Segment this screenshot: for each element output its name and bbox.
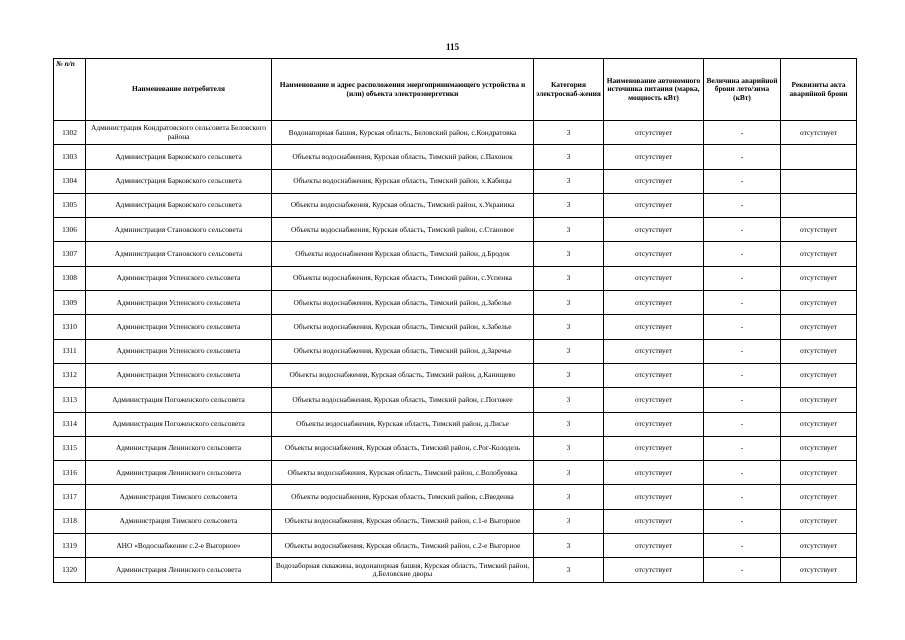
object-address-cell: Водонапорная башня, Курская область, Беловский район, с.Кондратовка (272, 121, 534, 145)
column-header-power-source: Наименование автономного источника питания (марка, мощность кВт) (604, 59, 704, 121)
supply-category-cell: 3 (534, 291, 604, 315)
table-row (54, 436, 857, 460)
row-number-cell: 1318 (54, 509, 86, 533)
act-details-cell: отсутствует (781, 534, 857, 558)
power-source-cell: отсутствует (604, 242, 704, 266)
object-address-cell: Объекты водоснабжения Курская область, Тимский район, д.Бродок (272, 242, 534, 266)
table-row (54, 121, 857, 145)
row-number-cell: 1314 (54, 412, 86, 436)
power-source-cell: отсутствует (604, 509, 704, 533)
act-details-cell (781, 145, 857, 169)
object-address-cell: Объекты водоснабжения, Курская область, Тимский район, д.Заречье (272, 339, 534, 363)
act-details-cell: отсутствует (781, 218, 857, 242)
row-number-cell: 1317 (54, 485, 86, 509)
column-header-category: Категория электроснаб-жения (534, 59, 604, 121)
object-address-cell: Объекты водоснабжения, Курская область, Тимский район, с.Погожее (272, 388, 534, 412)
consumer-name-cell: Администрация Успенского сельсовета (86, 291, 272, 315)
row-number-cell: 1312 (54, 363, 86, 387)
supply-category-cell: 3 (534, 242, 604, 266)
table-row (54, 169, 857, 193)
power-source-cell: отсутствует (604, 169, 704, 193)
act-details-cell: отсутствует (781, 339, 857, 363)
row-number-cell: 1315 (54, 436, 86, 460)
supply-category-cell: 3 (534, 461, 604, 485)
emergency-reserve-cell: - (704, 436, 781, 460)
power-source-cell: отсутствует (604, 388, 704, 412)
table-row (54, 534, 857, 558)
table-body (54, 121, 857, 583)
consumer-name-cell: Администрация Ленинского сельсовета (86, 461, 272, 485)
object-address-cell: Объекты водоснабжения, Курская область, Тимский район, с.Введенка (272, 485, 534, 509)
row-number-cell: 1307 (54, 242, 86, 266)
power-source-cell: отсутствует (604, 534, 704, 558)
consumer-name-cell: Администрация Барковского сельсовета (86, 145, 272, 169)
power-source-cell: отсутствует (604, 315, 704, 339)
table-row (54, 218, 857, 242)
supply-category-cell: 3 (534, 534, 604, 558)
power-source-cell: отсутствует (604, 193, 704, 217)
page-number: 115 (445, 42, 459, 52)
power-source-cell: отсутствует (604, 121, 704, 145)
emergency-reserve-cell: - (704, 242, 781, 266)
row-number-cell: 1319 (54, 534, 86, 558)
emergency-reserve-cell: - (704, 121, 781, 145)
row-number-cell: 1320 (54, 558, 86, 582)
row-number-cell: 1305 (54, 193, 86, 217)
column-header-act-details: Реквизиты акта аварийной брони (781, 59, 857, 121)
supply-category-cell: 3 (534, 485, 604, 509)
supply-category-cell: 3 (534, 436, 604, 460)
table-row (54, 388, 857, 412)
supply-category-cell: 3 (534, 193, 604, 217)
consumer-name-cell: Администрация Становского сельсовета (86, 218, 272, 242)
column-header-number: № п/п (54, 59, 86, 121)
power-source-cell: отсутствует (604, 412, 704, 436)
supply-category-cell: 3 (534, 169, 604, 193)
supply-category-cell: 3 (534, 145, 604, 169)
table-row (54, 558, 857, 582)
emergency-reserve-cell: - (704, 534, 781, 558)
object-address-cell: Объекты водоснабжения, Курская область, Тимский район, д.Канищево (272, 363, 534, 387)
object-address-cell: Объекты водоснабжения, Курская область, Тимский район, с.Рог-Колодезь (272, 436, 534, 460)
table-row (54, 193, 857, 217)
act-details-cell: отсутствует (781, 121, 857, 145)
column-header-emergency-reserve: Величина аварийной брони лето/зима (кВт) (704, 59, 781, 121)
supply-category-cell: 3 (534, 558, 604, 582)
act-details-cell: отсутствует (781, 242, 857, 266)
consumer-name-cell: АНО «Водоснабжение с.2-е Выгорное» (86, 534, 272, 558)
object-address-cell: Объекты водоснабжения, Курская область, Тимский район, х.Забелье (272, 315, 534, 339)
object-address-cell: Объекты водоснабжения, Курская область, Тимский район, с.Волобуевка (272, 461, 534, 485)
supply-category-cell: 3 (534, 388, 604, 412)
consumer-name-cell: Администрация Успенского сельсовета (86, 266, 272, 290)
power-source-cell: отсутствует (604, 266, 704, 290)
row-number-cell: 1311 (54, 339, 86, 363)
table-row (54, 412, 857, 436)
act-details-cell: отсутствует (781, 291, 857, 315)
act-details-cell: отсутствует (781, 412, 857, 436)
power-source-cell: отсутствует (604, 436, 704, 460)
power-source-cell: отсутствует (604, 461, 704, 485)
act-details-cell: отсутствует (781, 461, 857, 485)
column-header-object: Наименование и адрес расположения энергопринимающего устройства и (или) объекта электроэнергетики (272, 59, 534, 121)
object-address-cell: Водозаборная скважина, водонапорная башня, Курская область, Тимский район, д.Беловские дворы (272, 558, 534, 582)
consumer-name-cell: Администрация Ленинского сельсовета (86, 436, 272, 460)
table-row (54, 509, 857, 533)
table-row (54, 363, 857, 387)
emergency-reserve-cell: - (704, 315, 781, 339)
emergency-reserve-cell: - (704, 485, 781, 509)
row-number-cell: 1308 (54, 266, 86, 290)
act-details-cell: отсутствует (781, 509, 857, 533)
row-number-cell: 1304 (54, 169, 86, 193)
object-address-cell: Объекты водоснабжения, Курская область, Тимский район, д.Забелье (272, 291, 534, 315)
emergency-reserve-cell: - (704, 266, 781, 290)
supply-category-cell: 3 (534, 363, 604, 387)
power-source-cell: отсутствует (604, 485, 704, 509)
supply-category-cell: 3 (534, 339, 604, 363)
consumer-name-cell: Администрация Тимского сельсовета (86, 485, 272, 509)
consumer-name-cell: Администрация Ленинского сельсовета (86, 558, 272, 582)
consumer-name-cell: Администрация Барковского сельсовета (86, 193, 272, 217)
emergency-reserve-cell: - (704, 193, 781, 217)
supply-category-cell: 3 (534, 121, 604, 145)
row-number-cell: 1316 (54, 461, 86, 485)
consumer-name-cell: Администрация Тимского сельсовета (86, 509, 272, 533)
emergency-reserve-cell: - (704, 169, 781, 193)
supply-category-cell: 3 (534, 412, 604, 436)
supply-category-cell: 3 (534, 509, 604, 533)
supply-category-cell: 3 (534, 266, 604, 290)
emergency-reserve-cell: - (704, 509, 781, 533)
supply-category-cell: 3 (534, 315, 604, 339)
table-row (54, 315, 857, 339)
act-details-cell (781, 169, 857, 193)
act-details-cell: отсутствует (781, 266, 857, 290)
table-row (54, 266, 857, 290)
column-header-consumer: Наименование потребителя (86, 59, 272, 121)
emergency-reserve-cell: - (704, 558, 781, 582)
row-number-cell: 1303 (54, 145, 86, 169)
object-address-cell: Объекты водоснабжения, Курская область, Тимский район, с.Становое (272, 218, 534, 242)
emergency-reserve-cell: - (704, 145, 781, 169)
power-source-cell: отсутствует (604, 363, 704, 387)
emergency-reserve-cell: - (704, 461, 781, 485)
object-address-cell: Объекты водоснабжения, Курская область, Тимский район, с.Пахонок (272, 145, 534, 169)
object-address-cell: Объекты водоснабжения, Курская область, Тимский район, с.Успенка (272, 266, 534, 290)
object-address-cell: Объекты водоснабжения, Курская область, Тимский район, х.Кабицы (272, 169, 534, 193)
act-details-cell: отсутствует (781, 388, 857, 412)
power-source-cell: отсутствует (604, 291, 704, 315)
consumer-name-cell: Администрация Становского сельсовета (86, 242, 272, 266)
consumer-name-cell: Администрация Успенского сельсовета (86, 363, 272, 387)
consumer-name-cell: Администрация Погоженского сельсовета (86, 388, 272, 412)
table-row (54, 461, 857, 485)
emergency-reserve-cell: - (704, 291, 781, 315)
act-details-cell: отсутствует (781, 363, 857, 387)
consumer-name-cell: Администрация Кондратовского сельсовета Беловского района (86, 121, 272, 145)
power-source-cell: отсутствует (604, 145, 704, 169)
table-header-row (54, 59, 857, 121)
object-address-cell: Объекты водоснабжения, Курская область, Тимский район, с.1-е Выгорное (272, 509, 534, 533)
row-number-cell: 1310 (54, 315, 86, 339)
consumer-name-cell: Администрация Барковского сельсовета (86, 169, 272, 193)
power-source-cell: отсутствует (604, 218, 704, 242)
row-number-cell: 1309 (54, 291, 86, 315)
consumer-name-cell: Администрация Погоженского сельсовета (86, 412, 272, 436)
consumer-table (53, 58, 857, 583)
act-details-cell (781, 193, 857, 217)
supply-category-cell: 3 (534, 218, 604, 242)
table-row (54, 291, 857, 315)
object-address-cell: Объекты водоснабжения, Курская область, Тимский район, д.Лисье (272, 412, 534, 436)
act-details-cell: отсутствует (781, 315, 857, 339)
table-row (54, 339, 857, 363)
row-number-cell: 1313 (54, 388, 86, 412)
act-details-cell: отсутствует (781, 558, 857, 582)
table-row (54, 485, 857, 509)
power-source-cell: отсутствует (604, 558, 704, 582)
emergency-reserve-cell: - (704, 412, 781, 436)
act-details-cell: отсутствует (781, 485, 857, 509)
row-number-cell: 1306 (54, 218, 86, 242)
object-address-cell: Объекты водоснабжения, Курская область, Тимский район, х.Украинка (272, 193, 534, 217)
object-address-cell: Объекты водоснабжения, Курская область, Тимский район, с.2-е Выгорное (272, 534, 534, 558)
power-source-cell: отсутствует (604, 339, 704, 363)
row-number-cell: 1302 (54, 121, 86, 145)
table-row (54, 242, 857, 266)
emergency-reserve-cell: - (704, 339, 781, 363)
emergency-reserve-cell: - (704, 218, 781, 242)
consumer-name-cell: Администрация Успенского сельсовета (86, 315, 272, 339)
emergency-reserve-cell: - (704, 388, 781, 412)
consumer-name-cell: Администрация Успенского сельсовета (86, 339, 272, 363)
table-row (54, 145, 857, 169)
act-details-cell: отсутствует (781, 436, 857, 460)
emergency-reserve-cell: - (704, 363, 781, 387)
